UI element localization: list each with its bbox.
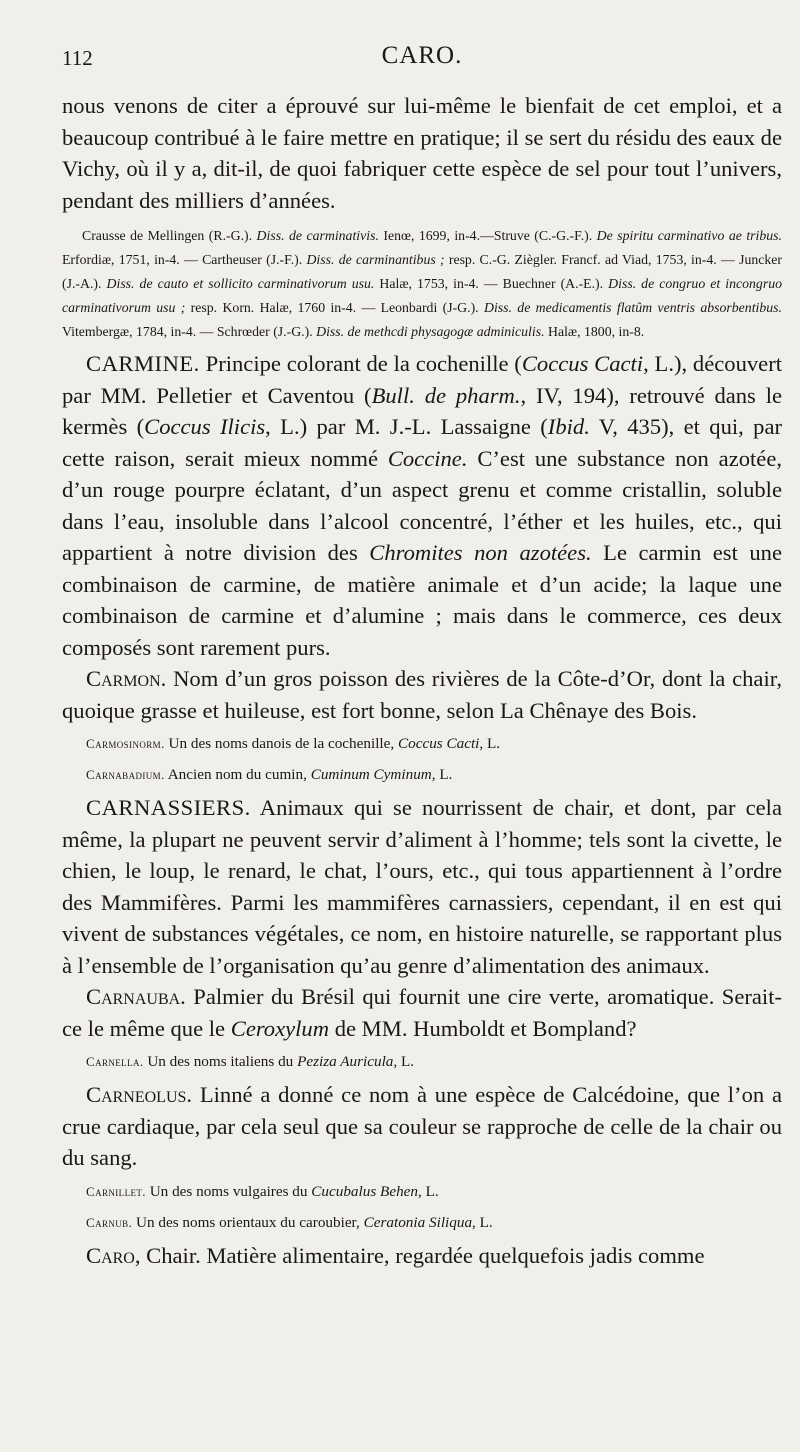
biblio-title: Diss. de congruo et incongruo carminativorum usu ; <box>62 276 782 315</box>
entry-carnauba <box>62 981 782 1044</box>
page-number: 112 <box>62 46 93 70</box>
entry-text: Un des noms orientaux du caroubier, <box>132 1213 364 1231</box>
headword: Carmon. <box>86 666 167 691</box>
entry-text: Le carmin est une combinaison de carmine, de matière animale et d’un acide; la laque une combinaison de carmine et d’alumine ; mais dans le commerce, ces deux composés sont rarement purs. <box>62 540 782 660</box>
headword: Carnauba. <box>86 984 186 1009</box>
biblio-title: Diss. de carminativis. <box>256 228 379 243</box>
biblio-title: Diss. de methcdi physagogæ adminiculis. <box>316 324 545 339</box>
headword: Caro, <box>86 1242 141 1268</box>
entry-text: C’est une substance non azotée, d’un rouge pourpre éclatant, d’un aspect grenu et comme cristallin, soluble dans l’eau, insoluble dans l’alcool concentré, l’éther et les huiles, etc., qui appartient à notre division des <box>62 445 783 565</box>
entry-italic: Chromites non azotées. <box>369 540 592 565</box>
biblio-text: resp. C.-G. Ziègler. Francf. ad Viad, 1753, in-4. — Juncker (J.-A.). <box>62 252 782 291</box>
biblio-title: De spiritu carminativo ae tribus. <box>596 228 782 243</box>
entry-text: , L. <box>479 735 501 752</box>
entry-italic: Cucubalus Behen <box>311 1182 418 1200</box>
biblio-text: Vitembergæ, 1784, in-4. — Schrœder (J.-G.). <box>62 324 317 339</box>
entry-carnella <box>62 1048 782 1075</box>
entry-italic: Coccus Cacti <box>521 351 644 376</box>
entry-carmine <box>62 348 782 663</box>
entry-carnabadium <box>62 761 782 788</box>
headword: CARNASSIERS. <box>86 795 251 820</box>
entry-text: , IV, 194), retrouvé dans le kermès ( <box>62 382 782 439</box>
headword: Carmosinorm. <box>86 736 165 751</box>
entry-text: Ancien nom du cumin, <box>164 766 311 783</box>
entry-text: Palmier du Brésil qui fournit une cire verte, aromatique. Serait-ce le même que le <box>62 984 782 1041</box>
entry-text: de MM. Humboldt et Bompland? <box>329 1015 637 1041</box>
entry-text: , L. <box>431 766 453 783</box>
entry-text: , L.) par M. J.-L. Lassaigne ( <box>265 414 548 439</box>
entry-caro <box>62 1240 782 1272</box>
entry-carnassiers <box>62 792 782 981</box>
entry-italic: Cuminum Cyminum <box>310 766 432 783</box>
entry-text: Linné a donné ce nom à une espèce de Calcédoine, que l’on a crue cardiaque, par cela seul que sa couleur se rapproche de celle de la chair ou du sang. <box>62 1082 782 1170</box>
entry-carmon <box>62 663 782 726</box>
headword: Carneolus. <box>86 1082 193 1107</box>
entry-text: Un des noms italiens du <box>143 1053 298 1070</box>
entry-italic: Coccus Cacti <box>397 735 480 752</box>
intro-paragraph: nous venons de citer a éprouvé sur lui-même le bienfait de cet emploi, et a beaucoup contribué à le faire mettre en pratique; il se sert du résidu des eaux de Vichy, où il y a, dit-il, de quoi fabriquer cette espèce de sel pour tout l’univers, pendant des milliers d’années. <box>62 93 782 213</box>
biblio-title: Diss. de cauto et sollicito carminativorum usu. <box>106 276 375 291</box>
entry-text: , L. <box>393 1053 415 1070</box>
entry-italic: Ibid. <box>547 414 590 439</box>
biblio-title: Diss. de carminantibus ; <box>306 252 445 267</box>
entry-text: Nom d’un gros poisson des rivières de la Côte-d’Or, dont la chair, quoique grasse et huileuse, est fort bonne, selon La Chênaye des Bois. <box>62 666 782 723</box>
biblio-text: Erfordiæ, 1751, in-4. — Cartheuser (J.-F.). <box>62 252 307 267</box>
entry-carneolus <box>62 1079 782 1174</box>
headword: Carnub. <box>86 1214 133 1230</box>
headword: CARMINE. <box>86 351 200 376</box>
running-head: CARO. <box>381 42 463 69</box>
page-header <box>62 42 782 82</box>
entry-text: , L. <box>418 1182 439 1200</box>
bibliography-note <box>62 224 782 344</box>
entry-italic: Bull. de pharm. <box>371 382 521 408</box>
headword: Carnillet. <box>86 1183 146 1199</box>
biblio-title: Diss. de medicamentis flatûm ventris absorbentibus. <box>483 300 782 315</box>
book-page <box>62 42 782 1271</box>
entry-italic: Ceratonia Siliqua <box>363 1213 473 1231</box>
entry-text: Un des noms danois de la cochenille, <box>164 735 398 752</box>
entry-italic: Ceroxylum <box>230 1015 330 1041</box>
entry-text: V, 435), et qui, par cette raison, serait mieux nommé <box>62 414 782 471</box>
entry-carnillet <box>62 1178 782 1205</box>
entry-text: , L.), découvert par MM. Pelletier et Caventou ( <box>62 351 782 408</box>
headword: Carnabadium. <box>86 767 165 782</box>
entry-italic: Coccus Ilicis <box>144 414 266 439</box>
entry-carmosinorm <box>62 730 782 757</box>
entry-text: , L. <box>472 1213 493 1231</box>
entry-italic: Peziza Auricula <box>297 1053 394 1070</box>
entry-text: Principe colorant de la cochenille ( <box>199 351 522 376</box>
entry-text: Animaux qui se nourrissent de chair, et dont, par cela même, la plupart ne peuvent servir d’aliment à l’homme; tels sont la civette, le chien, le loup, le renard, le chat, l’ours, etc., qui tous appartiennent à l’ordre des Mammifères. Parmi les mammifères carnassiers, cependant, il en est qui vivent de substances végétales, ce nom, en histoire naturelle, se rapportant plus à l’ensemble de l’organisation qu’au genre d’alimentation des animaux. <box>62 795 782 978</box>
biblio-text: Ienœ, 1699, in-4.—Struve (C.-G.-F.). <box>378 228 597 243</box>
entry-text: Un des noms vulgaires du <box>145 1182 312 1200</box>
entry-carnub <box>62 1209 782 1236</box>
entry-text: Chair. Matière alimentaire, regardée quelquefois jadis comme <box>140 1242 705 1268</box>
biblio-text: Halæ, 1753, in-4. — Buechner (A.-E.). <box>374 276 609 291</box>
entry-italic: Coccine. <box>387 445 468 471</box>
biblio-text: Crausse de Mellingen (R.-G.). <box>82 228 257 243</box>
headword: Carnella. <box>86 1054 144 1069</box>
biblio-text: resp. Korn. Halæ, 1760 in-4. — Leonbardi (J-G.). <box>185 300 484 315</box>
biblio-text: Halæ, 1800, in-8. <box>544 324 645 339</box>
